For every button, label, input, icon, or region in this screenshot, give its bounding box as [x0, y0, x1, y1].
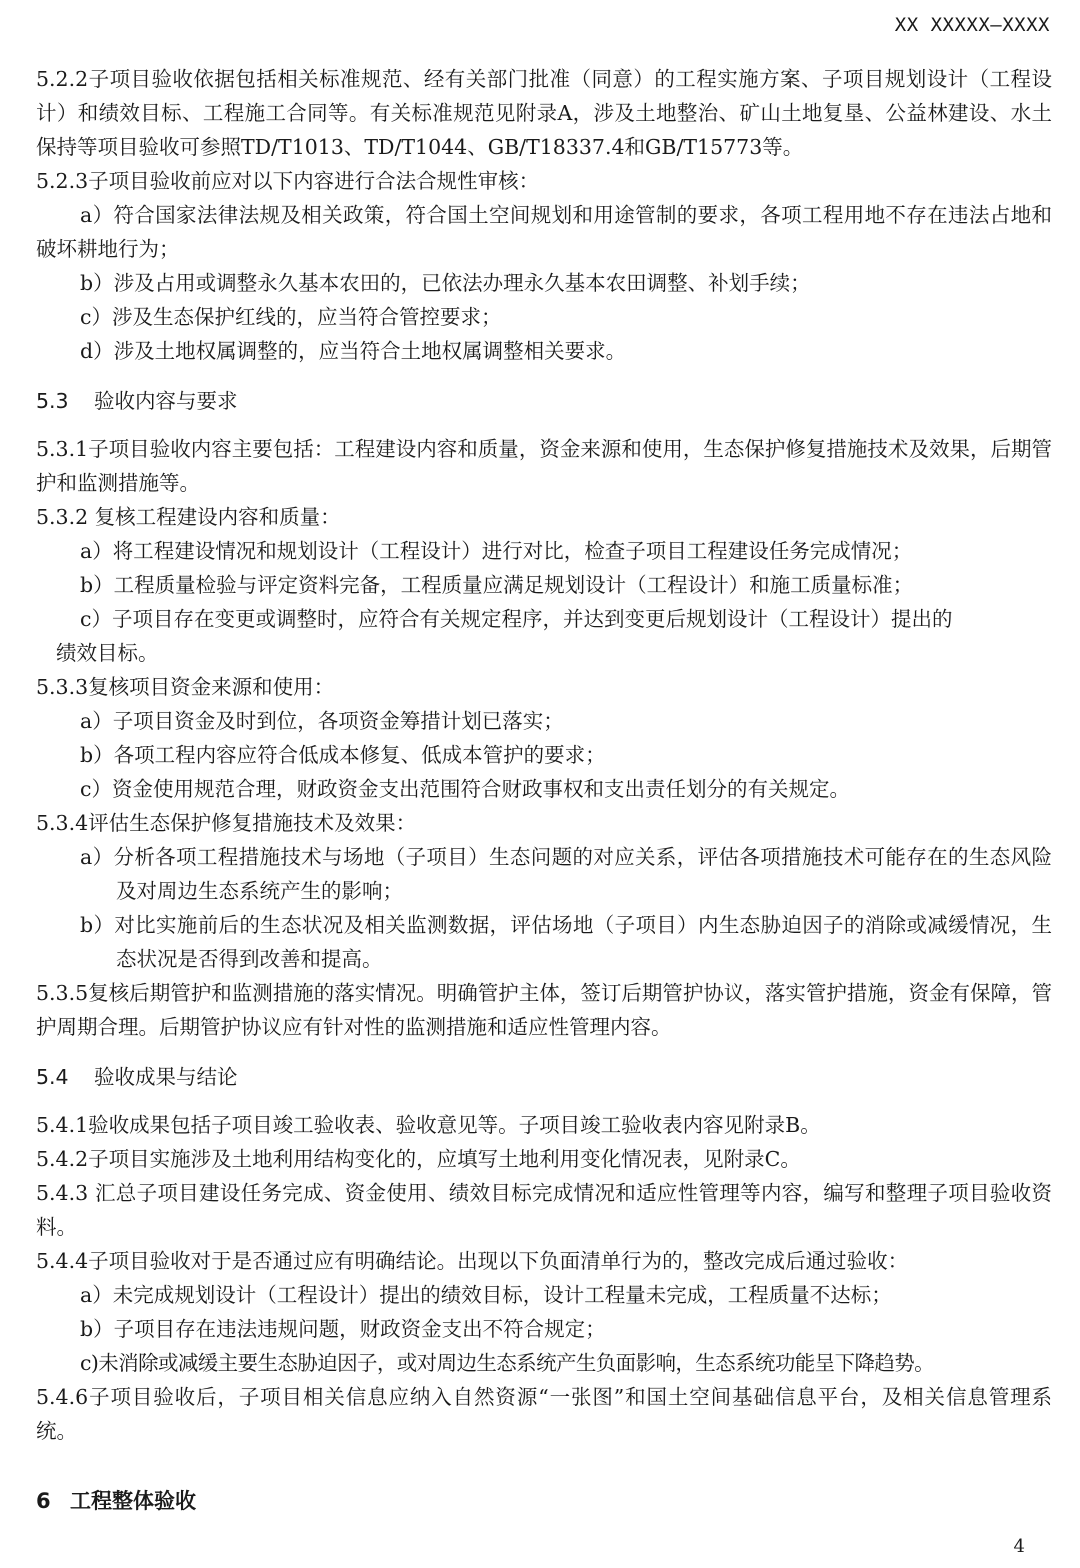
clause-5-3-5: 5.3.5复核后期管护和监测措施的落实情况。明确管护主体，签订后期管护协议，落实管护措施，资金有保障，管护周期合理。后期管护协议应有针对性的监测措施和适应性管理内容。 — [36, 981, 1052, 1039]
clause-5-3-4-item-b: b）对比实施前后的生态状况及相关监测数据，评估场地（子项目）内生态胁迫因子的消除或减缓情况，生态状况是否得到改善和提高。 — [80, 913, 1052, 971]
document-body — [36, 62, 1052, 1448]
clause-5-3-2-item-c-continued: 绩效目标。 — [56, 641, 159, 665]
clause-5-3-4: 5.3.4评估生态保护修复措施技术及效果： — [36, 811, 417, 835]
clause-5-3-3-item-a: a）子项目资金及时到位，各项资金筹措计划已落实； — [80, 709, 564, 733]
section-number: 5.4 — [36, 1065, 69, 1089]
section-title: 验收成果与结论 — [94, 1065, 238, 1089]
clause-5-2-3-item-a: a）符合国家法律法规及相关政策，符合国土空间规划和用途管制的要求，各项工程用地不存在违法占地和破坏耕地行为； — [36, 203, 1052, 261]
clause-5-3-4-item-a: a）分析各项工程措施技术与场地（子项目）生态问题的对应关系，评估各项措施技术可能存在的生态风险及对周边生态系统产生的影响； — [80, 845, 1052, 903]
chapter-title: 工程整体验收 — [70, 1489, 196, 1513]
clause-5-4-2: 5.4.2子项目实施涉及土地利用结构变化的，应填写土地利用变化情况表，见附录C。 — [36, 1147, 801, 1171]
chapter-6-heading — [36, 1485, 196, 1515]
clause-5-3-2-item-c: c）子项目存在变更或调整时，应符合有关规定程序，并达到变更后规划设计（工程设计）提出的 — [80, 607, 953, 631]
page-number: 4 — [1013, 1536, 1025, 1557]
section-title: 验收内容与要求 — [94, 389, 238, 413]
clause-5-3-1: 5.3.1子项目验收内容主要包括：工程建设内容和质量，资金来源和使用，生态保护修复措施技术及效果，后期管护和监测措施等。 — [36, 437, 1052, 495]
clause-5-3-2-item-b: b）工程质量检验与评定资料完备，工程质量应满足规划设计（工程设计）和施工质量标准； — [80, 573, 914, 597]
clause-5-4-1: 5.4.1验收成果包括子项目竣工验收表、验收意见等。子项目竣工验收表内容见附录B。 — [36, 1113, 821, 1137]
chapter-number: 6 — [36, 1489, 51, 1513]
clause-5-2-3-item-d: d）涉及土地权属调整的，应当符合土地权属调整相关要求。 — [80, 339, 627, 363]
clause-5-3-3-item-c: c）资金使用规范合理，财政资金支出范围符合财政事权和支出责任划分的有关规定。 — [80, 777, 850, 801]
clause-5-3-2-item-a: a）将工程建设情况和规划设计（工程设计）进行对比，检查子项目工程建设任务完成情况； — [80, 539, 913, 563]
clause-5-4-6: 5.4.6子项目验收后，子项目相关信息应纳入自然资源“一张图”和国土空间基础信息平台，及相关信息管理系统。 — [36, 1385, 1052, 1443]
standard-code-header: XX XXXXX—XXXX — [894, 14, 1050, 36]
section-5-4-heading — [36, 1060, 1052, 1094]
clause-5-2-2: 5.2.2子项目验收依据包括相关标准规范、经有关部门批准（同意）的工程实施方案、子项目规划设计（工程设计）和绩效目标、工程施工合同等。有关标准规范见附录A，涉及土地整治、矿山土地复垦、公益林建设、水土保持等项目验收可参照TD/T1013、TD/T1044、GB/T18337.4和GB/T15773等。 — [36, 67, 1052, 159]
clause-5-2-3-item-c: c）涉及生态保护红线的，应当符合管控要求； — [80, 305, 502, 329]
clause-5-2-3-item-b: b）涉及占用或调整永久基本农田的，已依法办理永久基本农田调整、补划手续； — [80, 271, 811, 295]
clause-5-3-2: 5.3.2 复核工程建设内容和质量： — [36, 505, 341, 529]
clause-5-2-3: 5.2.3子项目验收前应对以下内容进行合法合规性审核： — [36, 169, 540, 193]
clause-5-4-4-item-a: a）未完成规划设计（工程设计）提出的绩效目标，设计工程量未完成，工程质量不达标； — [80, 1283, 892, 1307]
section-5-3-heading — [36, 384, 1052, 418]
clause-5-4-4-item-b: b）子项目存在违法违规问题，财政资金支出不符合规定； — [80, 1317, 606, 1341]
clause-5-4-4: 5.4.4子项目验收对于是否通过应有明确结论。出现以下负面清单行为的，整改完成后通过验收： — [36, 1249, 909, 1273]
clause-5-3-3-item-b: b）各项工程内容应符合低成本修复、低成本管护的要求； — [80, 743, 606, 767]
clause-5-4-3: 5.4.3 汇总子项目建设任务完成、资金使用、绩效目标完成情况和适应性管理等内容，编写和整理子项目验收资料。 — [36, 1181, 1052, 1239]
clause-5-4-4-item-c: c)未消除或减缓主要生态胁迫因子，或对周边生态系统产生负面影响，生态系统功能呈下降趋势。 — [80, 1351, 935, 1375]
clause-5-3-3: 5.3.3复核项目资金来源和使用： — [36, 675, 335, 699]
section-number: 5.3 — [36, 389, 69, 413]
